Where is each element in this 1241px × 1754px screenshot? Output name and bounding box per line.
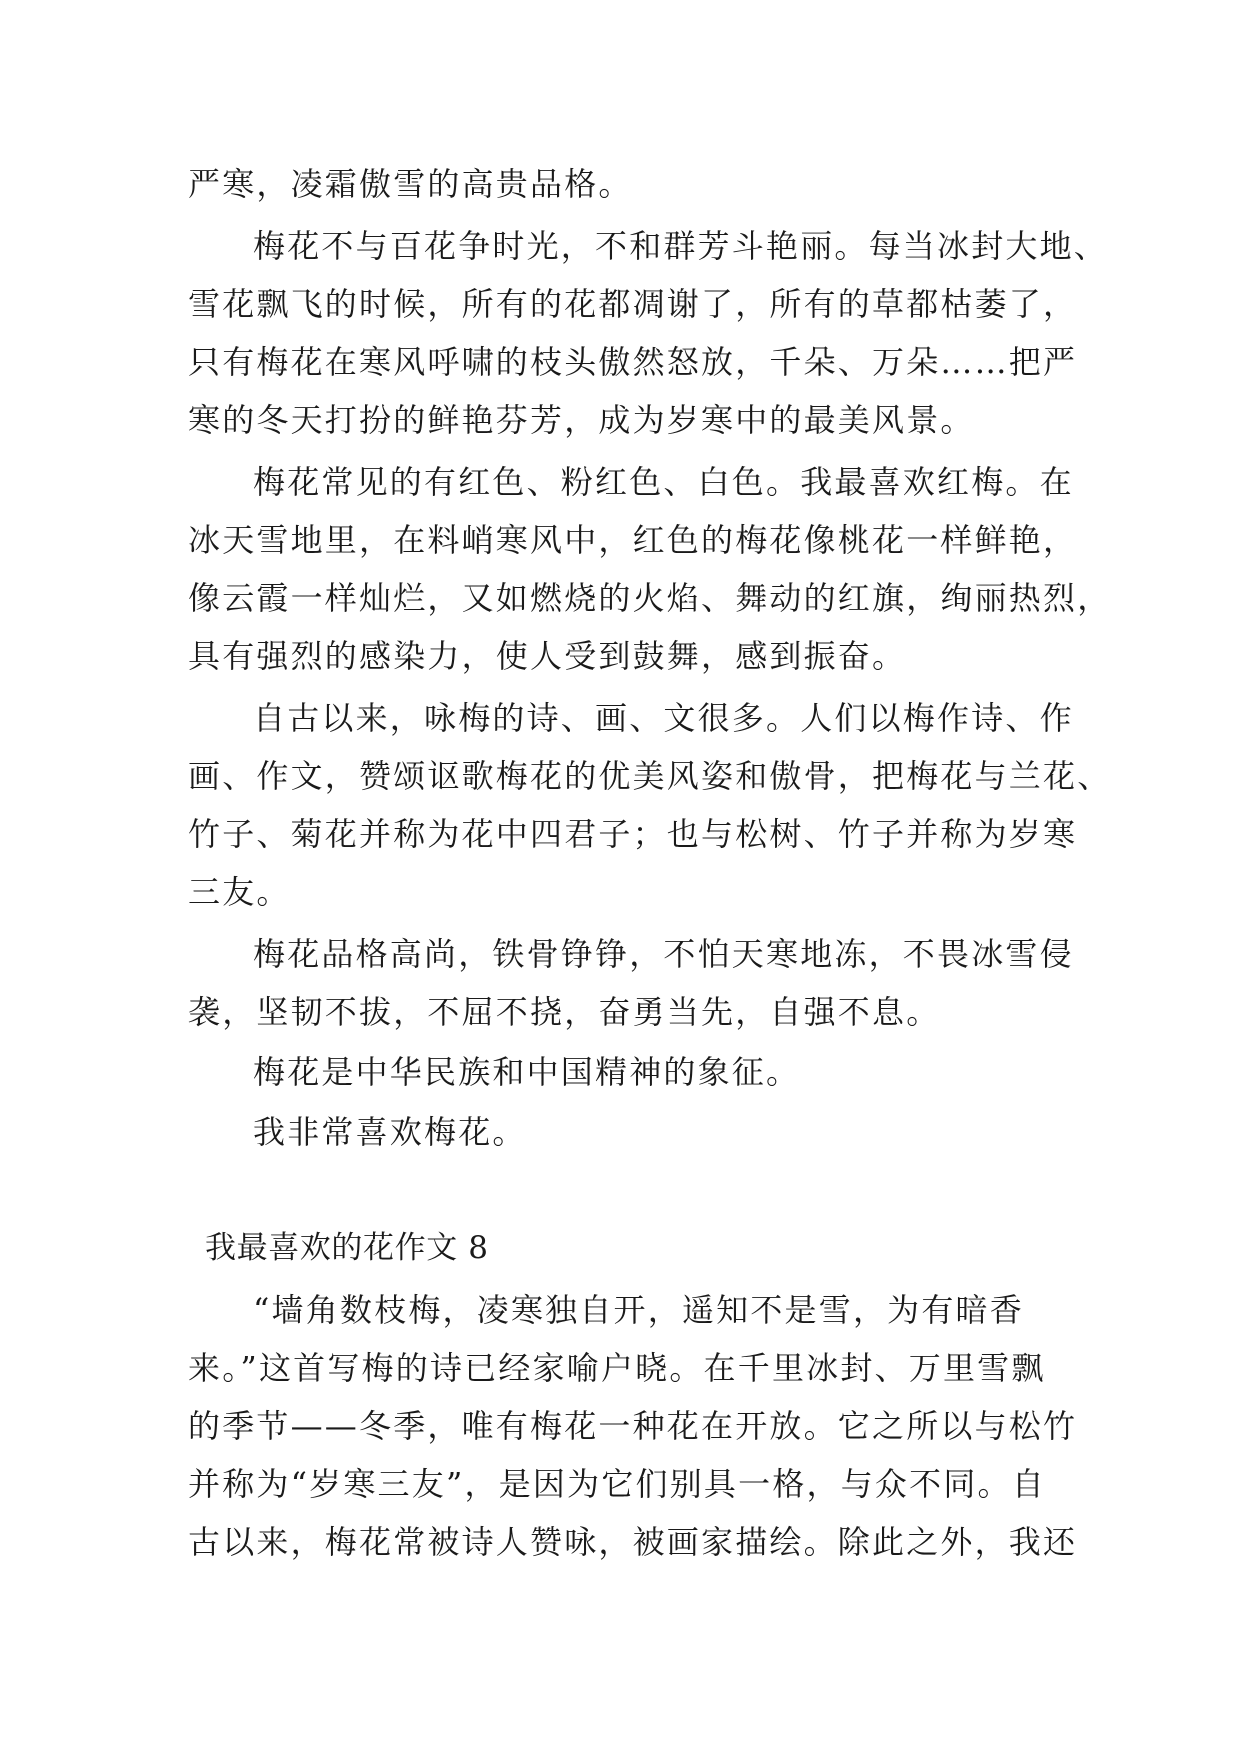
section-heading: 我最喜欢的花作文 8: [205, 1230, 489, 1266]
text-line: 梅花是中华民族和中国精神的象征。: [253, 1053, 801, 1091]
text-line: 我非常喜欢梅花。: [253, 1113, 527, 1151]
text-line: 画、作文，赞颂讴歌梅花的优美风姿和傲骨，把梅花与兰花、: [188, 757, 1112, 795]
text-line: 梅花不与百花争时光，不和群芳斗艳丽。每当冰封大地、: [253, 227, 1109, 265]
text-line: 古以来，梅花常被诗人赞咏，被画家描绘。除此之外，我还: [188, 1523, 1078, 1561]
text-line: 雪花飘飞的时候，所有的花都凋谢了，所有的草都枯萎了，: [188, 285, 1078, 323]
text-line: 来。”这首写梅的诗已经家喻户晓。在千里冰封、万里雪飘: [188, 1349, 1046, 1387]
text-line: 只有梅花在寒风呼啸的枝头傲然怒放，千朵、万朵……把严: [188, 343, 1078, 381]
text-line: 严寒，凌霜傲雪的高贵品格。: [188, 165, 633, 203]
text-line: “墙角数枝梅，凌寒独自开，遥知不是雪，为有暗香: [253, 1291, 1024, 1329]
text-line: 并称为“岁寒三友”，是因为它们别具一格，与众不同。自: [188, 1465, 1046, 1503]
text-line: 冰天雪地里，在料峭寒风中，红色的梅花像桃花一样鲜艳，: [188, 521, 1078, 559]
text-line: 像云霞一样灿烂，又如燃烧的火焰、舞动的红旗，绚丽热烈，: [188, 579, 1112, 617]
text-line: 竹子、菊花并称为花中四君子；也与松树、竹子并称为岁寒: [188, 815, 1078, 853]
text-line: 梅花品格高尚，铁骨铮铮，不怕天寒地冻，不畏冰雪侵: [253, 935, 1074, 973]
text-line: 三友。: [188, 873, 291, 911]
text-line: 寒的冬天打扮的鲜艳芬芳，成为岁寒中的最美风景。: [188, 401, 975, 439]
text-line: 梅花常见的有红色、粉红色、白色。我最喜欢红梅。在: [253, 463, 1074, 501]
text-line: 具有强烈的感染力，使人受到鼓舞，感到振奋。: [188, 637, 907, 675]
text-line: 袭，坚韧不拔，不屈不挠，奋勇当先，自强不息。: [188, 993, 941, 1031]
text-line: 的季节——冬季，唯有梅花一种花在开放。它之所以与松竹: [188, 1407, 1078, 1445]
text-line: 自古以来，咏梅的诗、画、文很多。人们以梅作诗、作: [253, 699, 1074, 737]
